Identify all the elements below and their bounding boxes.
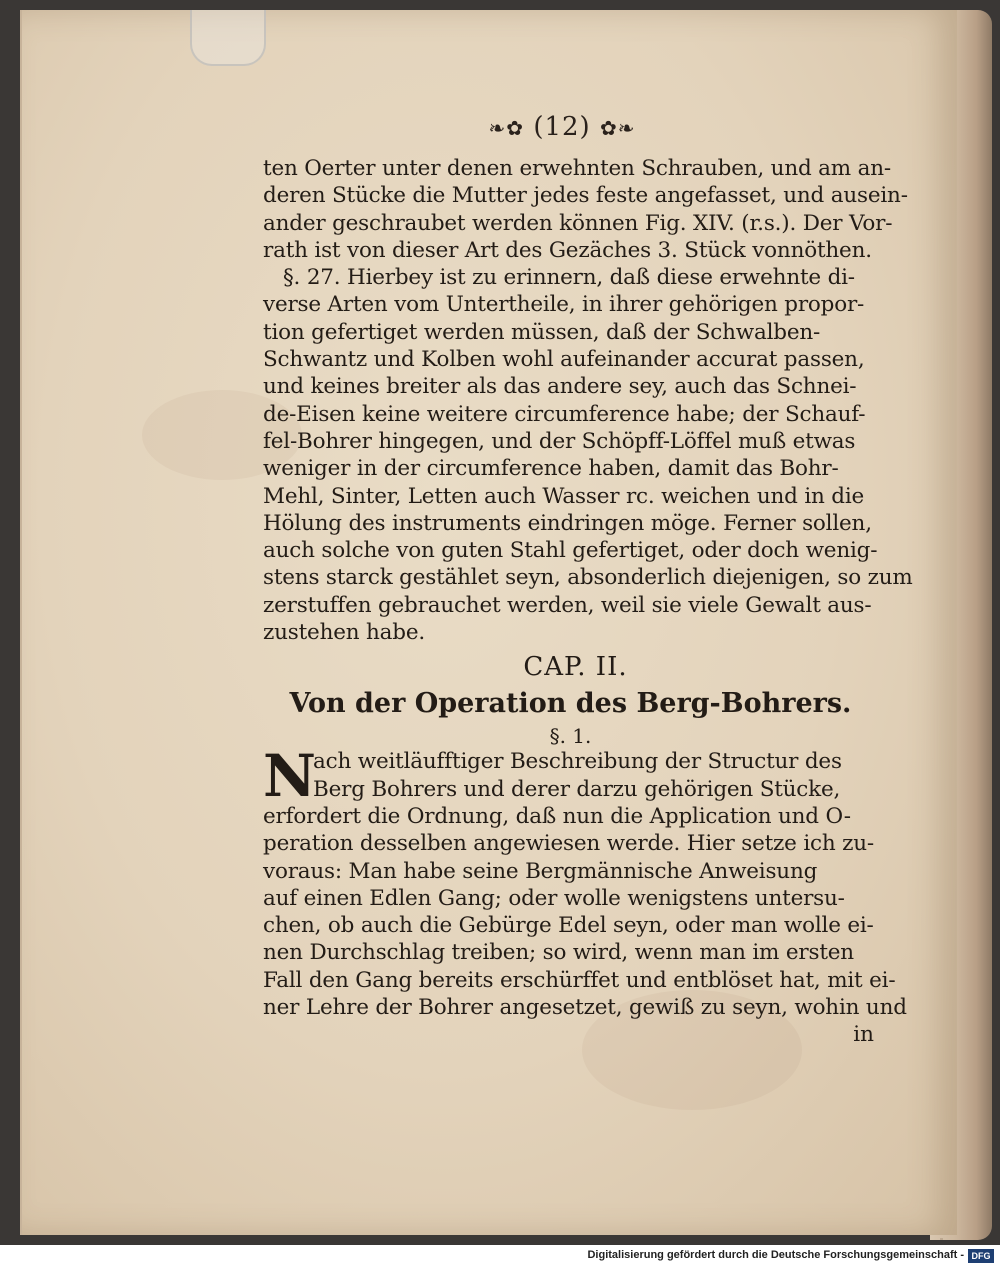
text-line: ner Lehre der Bohrer angesetzet, gewiß zu seyn, wohin und bbox=[263, 995, 907, 1021]
ornament-left-icon: ❧✿ bbox=[488, 116, 525, 140]
text-line: peration desselben angewiesen werde. Hier setze ich zu- bbox=[263, 831, 874, 857]
page-number: (12) bbox=[533, 112, 591, 142]
page-header bbox=[482, 112, 642, 142]
page-tab bbox=[190, 10, 266, 66]
text-line: weniger in der circumference haben, damit das Bohr- bbox=[263, 456, 839, 482]
text-line: ander geschraubet werden können Fig. XIV. (r.s.). Der Vor- bbox=[263, 210, 893, 236]
ornament-right-icon: ✿❧ bbox=[599, 116, 636, 140]
text-line: chen, ob auch die Gebürge Edel seyn, oder man wolle ei- bbox=[263, 913, 874, 939]
text-line: und keines breiter als das andere sey, auch das Schnei- bbox=[263, 374, 857, 400]
text-line: fel-Bohrer hingegen, und der Schöpff-Löffel muß etwas bbox=[263, 428, 856, 454]
text-line: zustehen habe. bbox=[263, 620, 426, 646]
text-line: Mehl, Sinter, Letten auch Wasser rc. weichen und in die bbox=[263, 483, 865, 509]
page-body bbox=[263, 155, 913, 1048]
text-line: auch solche von guten Stahl gefertiget, oder doch wenig- bbox=[263, 538, 878, 564]
text-line: voraus: Man habe seine Bergmännische Anweisung bbox=[263, 858, 818, 884]
text-line: stens starck gestählet seyn, absonderlich diejenigen, so zum bbox=[263, 565, 913, 591]
section-mark: §. 1. bbox=[549, 724, 592, 749]
text-line: §. 27. Hierbey ist zu erinnern, daß diese erwehnte di- bbox=[283, 265, 855, 291]
dfg-logo-icon: DFG bbox=[968, 1249, 994, 1263]
drop-cap: N bbox=[263, 742, 316, 811]
text-line: verse Arten vom Untertheile, in ihrer gehörigen propor- bbox=[263, 292, 865, 318]
text-line: nen Durchschlag treiben; so wird, wenn man im ersten bbox=[263, 940, 854, 966]
chapter-title: Von der Operation des Berg-Bohrers. bbox=[289, 688, 852, 720]
text-line: erfordert die Ordnung, daß nun die Application und O- bbox=[263, 803, 851, 829]
text-line: de-Eisen keine weitere circumference habe; der Schauf- bbox=[263, 401, 866, 427]
text-line: Berg Bohrers und derer darzu gehörigen Stücke, bbox=[313, 776, 841, 802]
text-line: Schwantz und Kolben wohl aufeinander accurat passen, bbox=[263, 347, 865, 373]
footer-bar bbox=[0, 1245, 1000, 1267]
text-line: ten Oerter unter denen erwehnten Schrauben, und am an- bbox=[263, 156, 891, 181]
text-line: deren Stücke die Mutter jedes feste angefasset, und ausein- bbox=[263, 183, 908, 209]
catchword: in bbox=[853, 1022, 874, 1048]
chapter-heading: CAP. II. bbox=[523, 652, 628, 683]
text-line: Hölung des instruments eindringen möge. Ferner sollen, bbox=[263, 510, 872, 536]
text-line: auf einen Edlen Gang; oder wolle wenigstens untersu- bbox=[263, 885, 845, 911]
text-line: rath ist von dieser Art des Gezäches 3. Stück vonnöthen. bbox=[263, 237, 872, 263]
footer-credit: Digitalisierung gefördert durch die Deutsche Forschungsgemeinschaft - bbox=[587, 1249, 964, 1261]
text-line: tion gefertiget werden müssen, daß der Schwalben- bbox=[263, 319, 821, 345]
text-line: zerstuffen gebrauchet werden, weil sie viele Gewalt aus- bbox=[263, 592, 872, 618]
text-line: Fall den Gang bereits erschürffet und entblöset hat, mit ei- bbox=[263, 967, 896, 993]
text-line-content: ach weitläufftiger Beschreibung der Structur des bbox=[313, 749, 842, 775]
